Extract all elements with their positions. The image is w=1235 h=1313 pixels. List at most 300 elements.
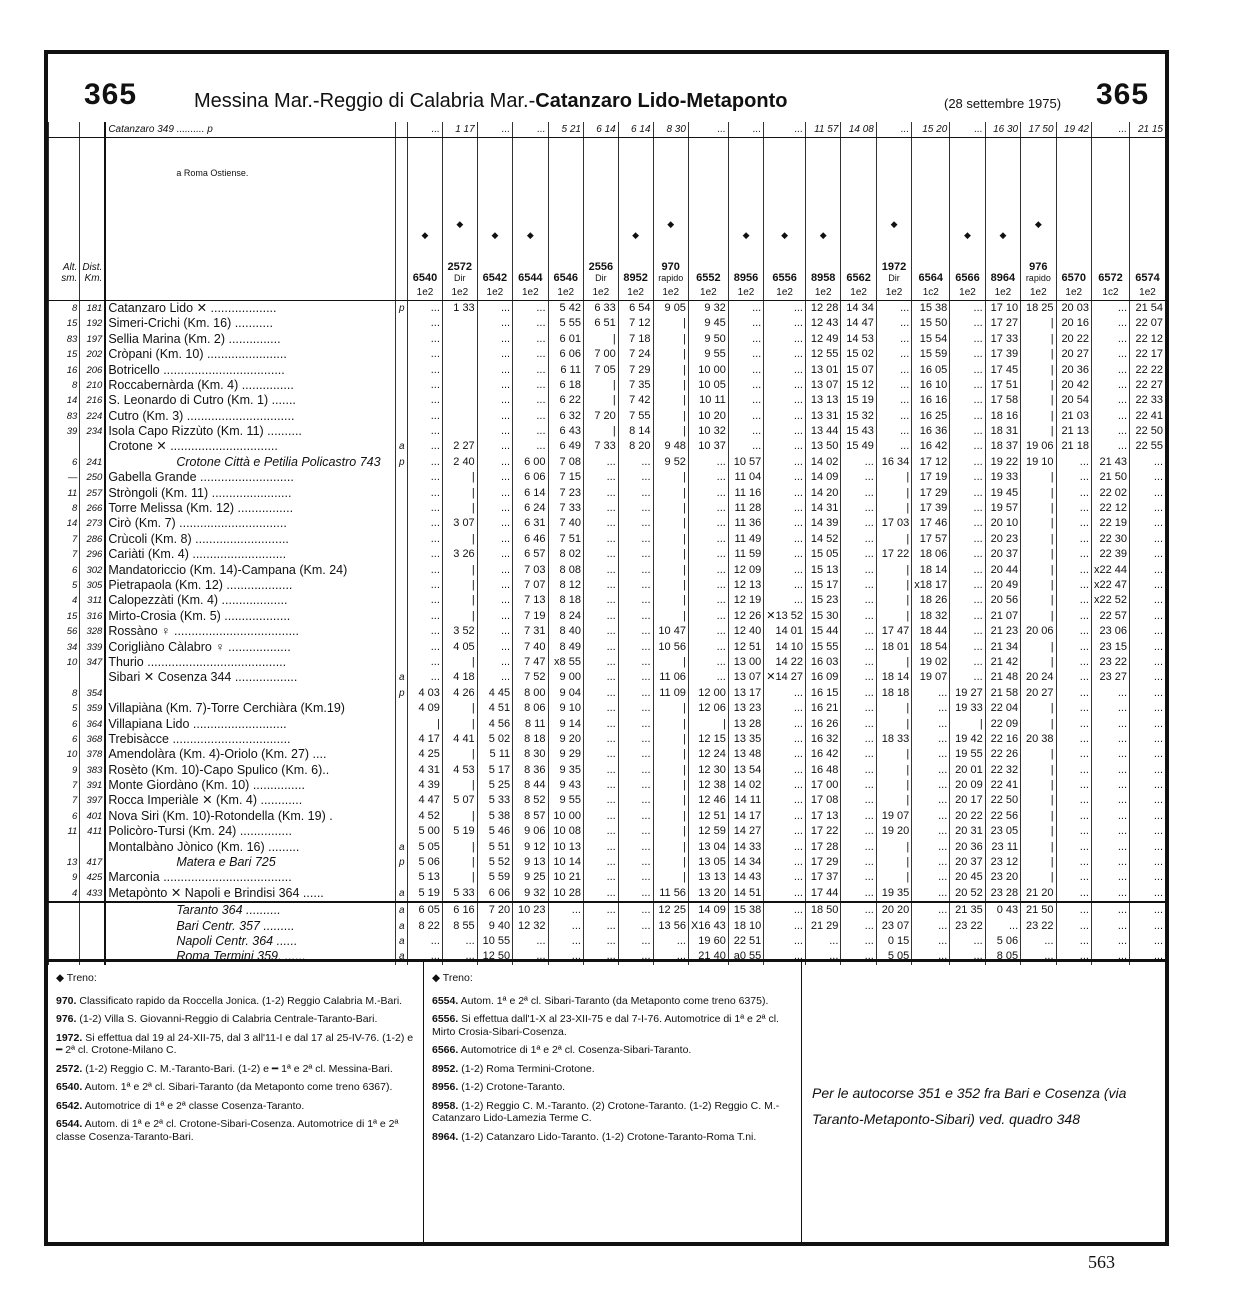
- time-cell: ...: [408, 593, 443, 608]
- time-cell: 19 42: [950, 732, 985, 747]
- time-cell: 7 42: [618, 393, 653, 408]
- time-cell: 18 06: [912, 547, 950, 562]
- time-cell: 6 16: [442, 902, 477, 918]
- time-cell: |: [1021, 362, 1056, 377]
- footnote-text: Autom. di 1ª e 2ª cl. Crotone-Sibari-Cosenza. Automotrice di 1ª e 2ª classe Cosenza-Taranto-Bari.: [56, 1118, 399, 1143]
- station-row: [49, 409, 1166, 424]
- distance: 234: [80, 424, 106, 439]
- station-row: [49, 501, 1166, 516]
- arr-dep: [396, 562, 408, 577]
- time-cell: ...: [618, 824, 653, 839]
- station-name: Botricello ...................................: [105, 362, 396, 377]
- time-cell: |: [653, 501, 688, 516]
- time-cell: 20 27: [1056, 347, 1091, 362]
- altitude: [49, 439, 80, 454]
- distance: 250: [80, 470, 106, 485]
- time-cell: ...: [688, 609, 728, 624]
- time-cell: ...: [1056, 902, 1091, 918]
- time-cell: ...: [876, 424, 911, 439]
- footnote-train-number: 8964.: [432, 1130, 459, 1143]
- time-cell: 14 31: [805, 501, 840, 516]
- distance: 197: [80, 332, 106, 347]
- time-cell: |: [442, 870, 477, 885]
- distance: 411: [80, 824, 106, 839]
- time-cell: ...: [728, 362, 763, 377]
- time-cell: |: [1021, 701, 1056, 716]
- time-cell: ...: [583, 562, 618, 577]
- footnote-text: Automotrice di 1ª e 2ª classe Cosenza-Taranto.: [84, 1099, 305, 1112]
- time-cell: ...: [912, 778, 950, 793]
- footnote: [56, 995, 415, 1008]
- station-name: Mirto-Crosia (Km. 5) ...................: [105, 609, 396, 624]
- time-cell: ...: [1130, 902, 1166, 918]
- time-cell: 15 12: [841, 378, 876, 393]
- time-cell: 16 26: [805, 716, 840, 731]
- time-cell: |: [950, 716, 985, 731]
- time-cell: ...: [1056, 686, 1091, 701]
- time-cell: 10 00: [688, 362, 728, 377]
- time-cell: ...: [912, 870, 950, 885]
- diamond-icon: ◆: [999, 230, 1007, 241]
- time-cell: 23 05: [985, 824, 1020, 839]
- time-cell: 11 06: [653, 670, 688, 685]
- time-cell: 13 50: [805, 439, 840, 454]
- time-cell: 10 37: [688, 439, 728, 454]
- altitude: 15: [49, 609, 80, 624]
- time-cell: ...: [477, 547, 512, 562]
- time-cell: 13 48: [728, 747, 763, 762]
- time-cell: 9 12: [513, 839, 548, 854]
- time-cell: 20 06: [1021, 624, 1056, 639]
- station-name: [105, 686, 396, 701]
- time-cell: 14 02: [728, 778, 763, 793]
- time-cell: |: [653, 839, 688, 854]
- time-cell: 19 06: [1021, 439, 1056, 454]
- time-cell: ...: [408, 562, 443, 577]
- time-cell: 19 27: [950, 686, 985, 701]
- time-cell: 9 52: [653, 455, 688, 470]
- altitude: 6: [49, 809, 80, 824]
- time-cell: ...: [950, 501, 985, 516]
- time-cell: 22 56: [985, 809, 1020, 824]
- train-number: 976: [1029, 261, 1048, 274]
- station-row: [49, 362, 1166, 377]
- time-cell: 6 22: [548, 393, 583, 408]
- train-number: 8952: [623, 272, 648, 285]
- time-cell: ...: [950, 347, 985, 362]
- time-cell: 17 00: [805, 778, 840, 793]
- time-cell: 12 06: [688, 701, 728, 716]
- time-cell: 5 02: [477, 732, 512, 747]
- time-cell: ...: [477, 624, 512, 639]
- station-row: [49, 624, 1166, 639]
- time-cell: ...: [1130, 578, 1166, 593]
- time-cell: 19 07: [876, 809, 911, 824]
- time-cell: 16 16: [912, 393, 950, 408]
- time-cell: 4 52: [408, 809, 443, 824]
- time-cell: |: [1021, 593, 1056, 608]
- time-cell: ...: [841, 747, 876, 762]
- footnote-train-number: 8952.: [432, 1062, 459, 1075]
- time-cell: 10 08: [548, 824, 583, 839]
- title-part2: Catanzaro Lido-Metaponto: [535, 90, 788, 112]
- time-cell: 14 02: [805, 455, 840, 470]
- arr-dep: a: [396, 839, 408, 854]
- train-class: 1e2: [876, 284, 911, 300]
- time-cell: ...: [513, 378, 548, 393]
- time-cell: 15 50: [912, 316, 950, 331]
- time-cell: |: [442, 485, 477, 500]
- train-number: 6574: [1135, 272, 1160, 285]
- time-cell: ...: [950, 362, 985, 377]
- time-cell: ...: [728, 393, 763, 408]
- time-cell: ...: [1091, 362, 1129, 377]
- connection-row: [49, 934, 1166, 949]
- station-name: Crotone ✕ ...............................: [105, 439, 396, 454]
- station-row: [49, 562, 1166, 577]
- time-cell: |: [1021, 562, 1056, 577]
- time-cell: ...: [764, 778, 806, 793]
- time-cell: 15 43: [841, 424, 876, 439]
- time-cell: ...: [1056, 824, 1091, 839]
- time-cell: ...: [1056, 578, 1091, 593]
- station-name: Rocca Imperiàle ✕ (Km. 4) ............: [105, 793, 396, 808]
- time-cell: 22 39: [1091, 547, 1129, 562]
- time-cell: |: [876, 855, 911, 870]
- time-cell: |: [653, 378, 688, 393]
- time-cell: 16 42: [912, 439, 950, 454]
- time-cell: 14 33: [728, 839, 763, 854]
- train-number: 6566: [955, 272, 980, 285]
- time-cell: ...: [408, 934, 443, 949]
- time-cell: ...: [764, 485, 806, 500]
- arr-dep: a: [396, 949, 408, 964]
- arr-dep: p: [396, 300, 408, 316]
- bus-note: Per le autocorse 351 e 352 fra Bari e Cosenza (via Taranto-Metaponto-Sibari) ved. quadro 348: [812, 1085, 1127, 1127]
- time-cell: ...: [1056, 516, 1091, 531]
- time-cell: ...: [1056, 732, 1091, 747]
- time-cell: ...: [876, 362, 911, 377]
- time-cell: |: [653, 532, 688, 547]
- time-cell: ...: [1056, 763, 1091, 778]
- time-cell: ...: [950, 624, 985, 639]
- time-cell: 22 30: [1091, 532, 1129, 547]
- time-cell: ...: [618, 949, 653, 964]
- time-cell: ...: [1130, 516, 1166, 531]
- time-cell: ...: [583, 686, 618, 701]
- time-cell: ...: [583, 949, 618, 964]
- time-cell: |: [1021, 855, 1056, 870]
- time-cell: ...: [950, 934, 985, 949]
- arr-dep: [396, 501, 408, 516]
- time-cell: |: [653, 547, 688, 562]
- time-cell: |: [1021, 639, 1056, 654]
- time-cell: 15 55: [805, 639, 840, 654]
- time-cell: ...: [912, 686, 950, 701]
- time-cell: ...: [1056, 532, 1091, 547]
- time-cell: |: [442, 562, 477, 577]
- topbar-time: ...: [513, 122, 548, 138]
- time-cell: ...: [477, 393, 512, 408]
- time-cell: ...: [841, 609, 876, 624]
- time-cell: |: [653, 562, 688, 577]
- time-cell: 5 33: [442, 886, 477, 902]
- altitude: 83: [49, 332, 80, 347]
- altitude: 5: [49, 578, 80, 593]
- time-cell: ...: [1091, 409, 1129, 424]
- time-cell: 21 42: [985, 655, 1020, 670]
- ad-cell: [396, 122, 408, 138]
- time-cell: ...: [688, 532, 728, 547]
- time-cell: 18 33: [876, 732, 911, 747]
- time-cell: 20 37: [950, 855, 985, 870]
- distance: 433: [80, 886, 106, 902]
- time-cell: 6 00: [513, 455, 548, 470]
- arr-dep: [396, 778, 408, 793]
- topbar-time: 21 15: [1130, 122, 1166, 138]
- time-cell: ...: [477, 655, 512, 670]
- footnote-train-number: 6540.: [56, 1081, 83, 1093]
- time-cell: 12 55: [805, 347, 840, 362]
- distance: [80, 670, 106, 685]
- time-cell: 13 05: [688, 855, 728, 870]
- time-cell: ...: [1130, 593, 1166, 608]
- train-class: 1e2: [513, 284, 548, 300]
- time-cell: 17 12: [912, 455, 950, 470]
- time-cell: ...: [764, 886, 806, 902]
- time-cell: 7 23: [548, 485, 583, 500]
- time-cell: 22 09: [985, 716, 1020, 731]
- time-cell: ...: [728, 300, 763, 316]
- footnote-train-number: 8956.: [432, 1081, 459, 1093]
- time-cell: 4 41: [442, 732, 477, 747]
- footnote-train-number: 976.: [56, 1013, 77, 1025]
- time-cell: ...: [1056, 624, 1091, 639]
- table-header: [48, 54, 1165, 118]
- time-cell: ...: [583, 763, 618, 778]
- train-number: 1972: [881, 261, 907, 274]
- time-cell: |: [876, 793, 911, 808]
- topbar-time: ...: [408, 122, 443, 138]
- time-cell: |: [653, 393, 688, 408]
- time-cell: ...: [985, 918, 1020, 933]
- station-name: Rossàno ♀ ....................................: [105, 624, 396, 639]
- station-row: [49, 793, 1166, 808]
- time-cell: 15 13: [805, 562, 840, 577]
- time-cell: ...: [618, 809, 653, 824]
- time-cell: 17 46: [912, 516, 950, 531]
- time-cell: ...: [950, 378, 985, 393]
- time-cell: ...: [477, 501, 512, 516]
- time-cell: 13 17: [728, 686, 763, 701]
- time-cell: 5 07: [442, 793, 477, 808]
- time-cell: 8 18: [548, 593, 583, 608]
- time-cell: 3 52: [442, 624, 477, 639]
- dist-cell: [80, 902, 106, 918]
- time-cell: ...: [618, 886, 653, 902]
- time-cell: 22 07: [1130, 316, 1166, 331]
- time-cell: ...: [1091, 393, 1129, 408]
- station-name: Torre Melissa (Km. 12) ................: [105, 501, 396, 516]
- station-row: [49, 809, 1166, 824]
- time-cell: ...: [1130, 855, 1166, 870]
- footnote: [56, 1063, 415, 1076]
- time-cell: 5 11: [477, 747, 512, 762]
- time-cell: 19 07: [912, 670, 950, 685]
- time-cell: ...: [764, 332, 806, 347]
- time-cell: ...: [950, 316, 985, 331]
- time-cell: ...: [1130, 455, 1166, 470]
- train-class: 1c2: [1091, 284, 1129, 300]
- station-name: Cròpani (Km. 10) .......................: [105, 347, 396, 362]
- time-cell: 7 33: [583, 439, 618, 454]
- time-cell: 6 06: [548, 347, 583, 362]
- distance: 378: [80, 747, 106, 762]
- altitude: 14: [49, 393, 80, 408]
- time-cell: X16 43: [688, 918, 728, 933]
- time-cell: 23 22: [1091, 655, 1129, 670]
- time-cell: ...: [728, 332, 763, 347]
- footnote-train-number: 6544.: [56, 1118, 83, 1130]
- time-cell: ...: [408, 532, 443, 547]
- time-cell: 5 38: [477, 809, 512, 824]
- time-cell: 2 27: [442, 439, 477, 454]
- time-cell: 18 32: [912, 609, 950, 624]
- time-cell: ...: [408, 439, 443, 454]
- time-cell: ...: [1056, 701, 1091, 716]
- time-cell: ...: [1056, 918, 1091, 933]
- station-row: [49, 763, 1166, 778]
- time-cell: 20 42: [1056, 378, 1091, 393]
- time-cell: 13 20: [688, 886, 728, 902]
- station-name: Matera e Bari 725: [105, 855, 396, 870]
- time-cell: ...: [764, 918, 806, 933]
- arr-dep: [396, 593, 408, 608]
- altitude: 10: [49, 655, 80, 670]
- time-cell: 13 01: [805, 362, 840, 377]
- footnote-text: (1-2) Reggio C. M.-Taranto. (2) Crotone-Taranto. (1-2) Reggio C. M.-Catanzaro Lido-Lamezia Terme C.: [432, 1099, 780, 1124]
- arr-dep: [396, 516, 408, 531]
- time-cell: ...: [583, 839, 618, 854]
- diamond-icon: ◆: [456, 219, 464, 230]
- station-name: Calopezzàti (Km. 4) ...................: [105, 593, 396, 608]
- time-cell: 22 27: [1130, 378, 1166, 393]
- train-class: 1e2: [985, 284, 1020, 300]
- station-row: [49, 378, 1166, 393]
- train-header: [688, 138, 728, 285]
- time-cell: ...: [876, 378, 911, 393]
- time-cell: ...: [950, 578, 985, 593]
- time-cell: 16 10: [912, 378, 950, 393]
- time-cell: ...: [618, 578, 653, 593]
- time-cell: 12 19: [728, 593, 763, 608]
- time-cell: 6 01: [548, 332, 583, 347]
- train-header: [1130, 138, 1166, 285]
- time-cell: 13 07: [805, 378, 840, 393]
- time-cell: ...: [583, 855, 618, 870]
- time-cell: ...: [477, 593, 512, 608]
- time-cell: 18 37: [985, 439, 1020, 454]
- arr-dep: p: [396, 455, 408, 470]
- time-cell: ...: [408, 624, 443, 639]
- time-cell: |: [1021, 809, 1056, 824]
- time-cell: 2 40: [442, 455, 477, 470]
- train-number: 6542: [482, 272, 508, 285]
- time-cell: ...: [618, 655, 653, 670]
- arr-dep: [396, 332, 408, 347]
- arr-dep: [396, 809, 408, 824]
- time-cell: 10 13: [548, 839, 583, 854]
- arr-dep: [396, 870, 408, 885]
- time-cell: 17 10: [985, 300, 1020, 316]
- time-cell: ...: [1056, 870, 1091, 885]
- time-cell: 9 05: [653, 300, 688, 316]
- time-cell: 0 43: [985, 902, 1020, 918]
- time-cell: 13 35: [728, 732, 763, 747]
- time-cell: ...: [408, 393, 443, 408]
- time-cell: ...: [408, 639, 443, 654]
- time-cell: ...: [764, 455, 806, 470]
- time-cell: ...: [688, 578, 728, 593]
- arr-dep: [396, 609, 408, 624]
- time-cell: 7 18: [618, 332, 653, 347]
- time-cell: 6 32: [548, 409, 583, 424]
- time-cell: 9 40: [477, 918, 512, 933]
- time-cell: 13 44: [805, 424, 840, 439]
- time-cell: 9 55: [548, 793, 583, 808]
- connection-name: Napoli Centr. 364 ......: [105, 934, 396, 949]
- alt-cell: [49, 284, 80, 300]
- time-cell: 6 31: [513, 516, 548, 531]
- time-cell: ...: [764, 949, 806, 964]
- train-class: 1e2: [1021, 284, 1056, 300]
- time-cell: 14 27: [728, 824, 763, 839]
- time-cell: ...: [912, 716, 950, 731]
- train-header: [442, 138, 477, 285]
- time-cell: ...: [841, 732, 876, 747]
- time-cell: ...: [876, 409, 911, 424]
- time-cell: 20 36: [950, 839, 985, 854]
- time-cell: 9 25: [513, 870, 548, 885]
- time-cell: 10 28: [548, 886, 583, 902]
- time-cell: ...: [1056, 793, 1091, 808]
- time-cell: 9 32: [513, 886, 548, 902]
- train-class: 1e2: [1130, 284, 1166, 300]
- connection-name: Bari Centr. 357 .........: [105, 918, 396, 933]
- time-cell: 12 51: [688, 809, 728, 824]
- arr-dep: [396, 532, 408, 547]
- time-cell: 22 12: [1091, 501, 1129, 516]
- time-cell: ...: [1056, 778, 1091, 793]
- time-cell: ...: [912, 949, 950, 964]
- time-cell: ...: [618, 732, 653, 747]
- distance: 302: [80, 562, 106, 577]
- time-cell: [442, 424, 477, 439]
- time-cell: 6 06: [477, 886, 512, 902]
- time-cell: 8 20: [618, 439, 653, 454]
- distance: 257: [80, 485, 106, 500]
- notes-column-2: [424, 962, 802, 1242]
- altitude: 34: [49, 639, 80, 654]
- altitude: 8: [49, 501, 80, 516]
- time-cell: ...: [1091, 824, 1129, 839]
- topbar-label: Catanzaro 349 .......... p: [105, 122, 396, 138]
- alt-cell: [49, 902, 80, 918]
- time-cell: 12 50: [477, 949, 512, 964]
- time-cell: |: [1021, 532, 1056, 547]
- time-cell: |: [442, 839, 477, 854]
- time-cell: |: [876, 701, 911, 716]
